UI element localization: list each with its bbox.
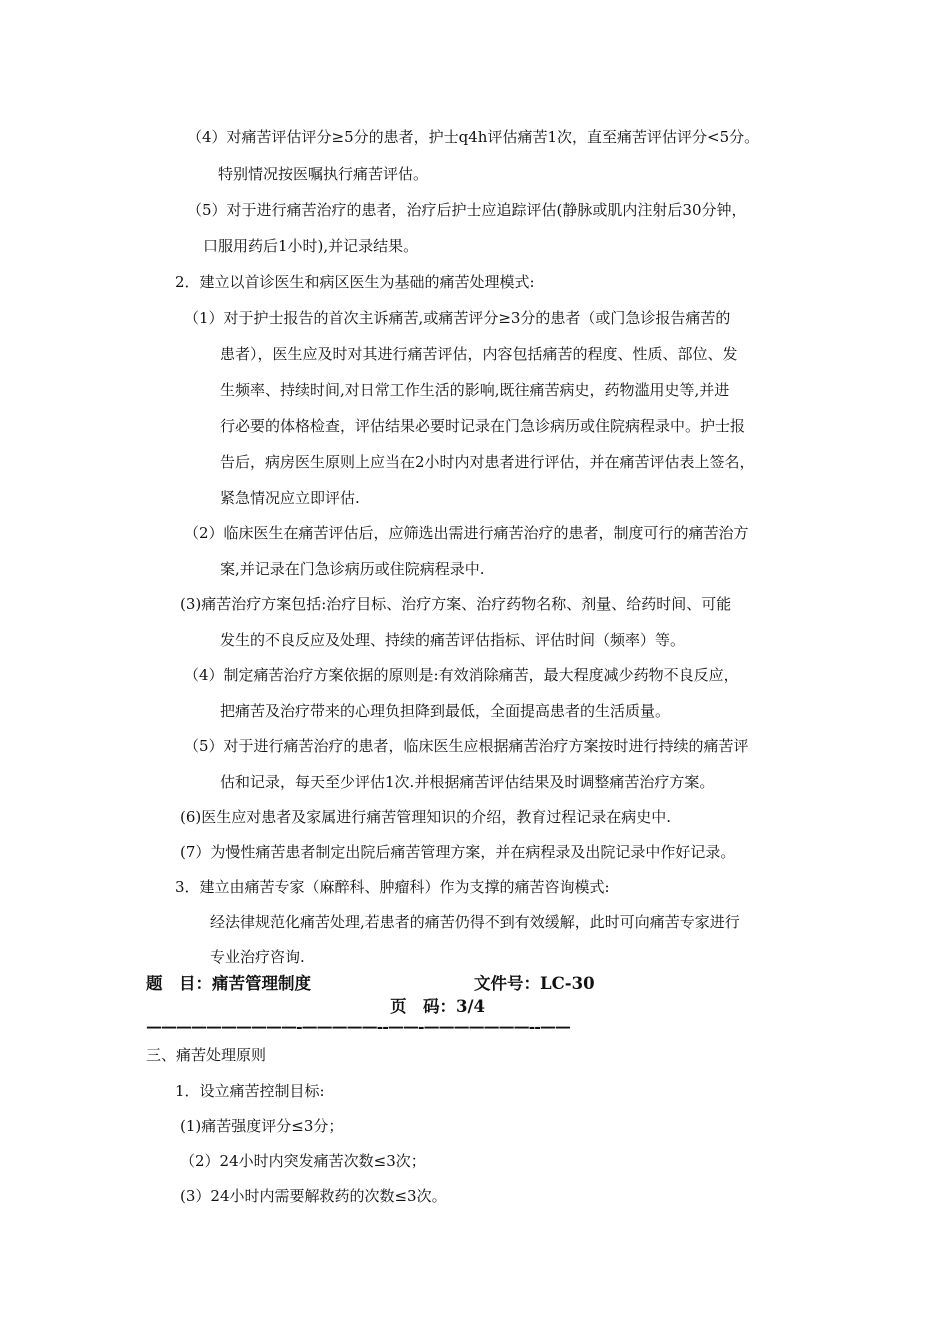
body-line: 行必要的体格检查，评估结果必要时记录在门急诊病历或住院病程录中。护士报 — [220, 417, 746, 435]
section-line: (1)痛苦强度评分≤3分； — [180, 1117, 344, 1135]
body-line: 把痛苦及治疗带来的心理负担降到最低，全面提高患者的生活质量。 — [220, 702, 671, 720]
body-line: 特别情况按医嘱执行痛苦评估。 — [218, 165, 429, 183]
body-line: 紧急情况应立即评估. — [220, 489, 360, 507]
body-line: (3)痛苦治疗方案包括:治疗目标、治疗方案、治疗药物名称、剂量、给药时间、可能 — [180, 595, 732, 613]
body-line: （5）对于进行痛苦治疗的患者，治疗后护士应追踪评估(静脉或肌内注射后30分钟， — [187, 201, 747, 219]
section-line: 1．设立痛苦控制目标: — [175, 1082, 325, 1100]
body-line: (7）为慢性痛苦患者制定出院后痛苦管理方案，并在病程录及出院记录中作好记录。 — [180, 843, 736, 861]
body-line: （4）制定痛苦治疗方案依据的原则是:有效消除痛苦，最大程度减少药物不良反应， — [184, 666, 739, 684]
body-line: （5）对于进行痛苦治疗的患者，临床医生应根据痛苦治疗方案按时进行持续的痛苦评 — [184, 737, 749, 755]
body-line: 经法律规范化痛苦处理,若患者的痛苦仍得不到有效缓解，此时可向痛苦专家进行 — [210, 913, 740, 931]
section-heading: 三、痛苦处理原则 — [146, 1046, 267, 1064]
body-line: 2．建立以首诊医生和病区医生为基础的痛苦处理模式: — [175, 273, 535, 291]
body-line: 案,并记录在门急诊病历或住院病程录中. — [220, 560, 485, 578]
body-line: 患者），医生应及时对其进行痛苦评估，内容包括痛苦的程度、性质、部位、发 — [220, 345, 738, 363]
body-line: （1）对于护士报告的首次主诉痛苦,或痛苦评分≥3分的患者（或门急诊报告痛苦的 — [184, 309, 731, 327]
body-line: 生频率、持续时间,对日常工作生活的影响,既往痛苦病史，药物滥用史等,并进 — [220, 381, 730, 399]
body-line: 告后，病房医生原则上应当在2小时内对患者进行评估，并在痛苦评估表上签名， — [220, 453, 755, 471]
body-line: （2）临床医生在痛苦评估后，应筛选出需进行痛苦治疗的患者，制度可行的痛苦治方 — [184, 524, 749, 542]
section-line: (3）24小时内需要解救药的次数≤3次。 — [180, 1187, 447, 1205]
body-line: 口服用药后1小时),并记录结果。 — [203, 237, 419, 255]
body-line: 估和记录，每天至少评估1次.并根据痛苦评估结果及时调整痛苦治疗方案。 — [220, 773, 715, 791]
header-divider: ——————————-—————--——-———————--—— — [146, 1019, 570, 1035]
body-line: 专业治疗咨询. — [210, 948, 305, 966]
body-line: 3．建立由痛苦专家（麻醉科、肿瘤科）作为支撑的痛苦咨询模式: — [175, 878, 610, 896]
body-line: (6)医生应对患者及家属进行痛苦管理知识的介绍，教育过程记录在病史中. — [180, 808, 672, 826]
doc-title: 题 目：痛苦管理制度 — [146, 974, 311, 993]
section-line: （2）24小时内突发痛苦次数≤3次； — [180, 1152, 426, 1170]
body-line: （4）对痛苦评估评分≥5分的患者，护士q4h评估痛苦1次，直至痛苦评估评分<5分。 — [187, 128, 760, 146]
doc-number: 文件号：LC-30 — [474, 974, 595, 993]
body-line: 发生的不良反应及处理、持续的痛苦评估指标、评估时间（频率）等。 — [220, 631, 686, 649]
page-number: 页 码：3/4 — [390, 997, 485, 1016]
